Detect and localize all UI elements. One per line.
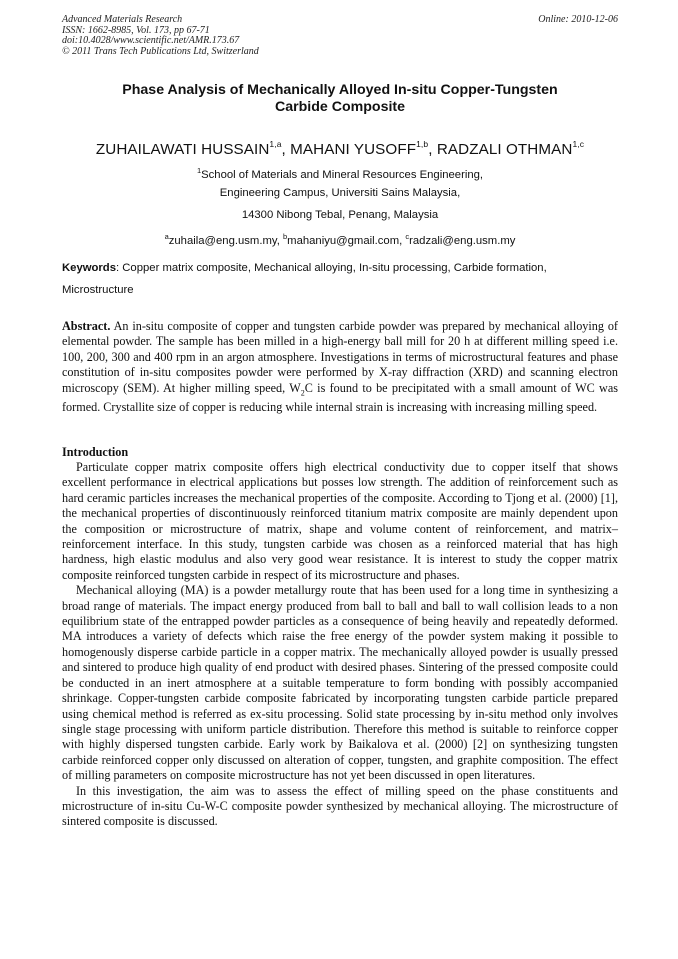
email-list [62,230,618,248]
email-mark: b [283,232,288,241]
author-name: ZUHAILAWATI HUSSAIN [95,141,270,159]
email-mark: c [405,232,410,241]
affiliation-text: School of Materials and Mineral Resources Engineering, [201,168,484,181]
journal-name: Advanced Materials Research [62,14,183,25]
paragraph: Particulate copper matrix composite offers high electrical conductivity due to copper itself that shows excellent performance in electrical applications but posses low strength. The addition of reinforcement such as hard ceramic particles increases the mechanical properties of the composite. According to Tjong et al. (2000) [1], the mechanical properties of discontinuously reinforced titanium matrix composite are mainly dependent upon the composition or microstructure of matrix, shape and volume content of reinforcement, and matrix–reinforcement interface. In this study, tungsten carbide was chosen as a reinforced material that has high hardness, high elastic modulus and also very good wear resistance. It is interest to study the copper matrix composite reinforced tungsten carbide in respect of its microstructure and phases. [62,460,618,582]
keywords [62,257,618,301]
author-affil-mark: 1,c [572,139,585,149]
email-mark: a [164,232,169,241]
affiliation-mark: 1 [196,166,202,175]
author-name: MAHANI YUSOFF [290,141,417,159]
introduction-body [62,460,618,830]
abstract-subscript: 2 [300,388,305,398]
abstract-label: Abstract. [62,319,111,333]
issn-line: ISSN: 1662-8985, Vol. 173, pp 67-71 [62,24,210,36]
doi-line: doi:10.4028/www.scientific.net/AMR.173.67 [62,35,240,46]
online-date: Online: 2010-12-06 [538,14,618,25]
copyright-line: © 2011 Trans Tech Publications Ltd, Switzerland [62,45,259,57]
title-line-1: Phase Analysis of Mechanically Alloyed In-situ Copper-Tungsten [122,82,558,98]
email-link[interactable]: zuhaila@eng.usm.my [168,234,277,247]
paragraph: In this investigation, the aim was to assess the effect of milling speed on the phase constituents and microstructure of in-situ Cu-W-C composite powder synthesized by mechanical alloying. The microstructure of sintered composite is discussed. [62,783,618,829]
keywords-label: Keywords [62,262,116,274]
paper-title [62,82,618,116]
email-separator: , [276,234,283,247]
introduction-heading: Introduction [62,445,129,459]
email-link[interactable]: mahaniyu@gmail.com [287,234,400,247]
affiliation-line-3: 14300 Nibong Tebal, Penang, Malaysia [241,209,439,221]
author-list [62,136,618,159]
author-affil-mark: 1,a [269,139,282,149]
journal-header [62,15,618,57]
email-separator: , [399,234,406,247]
keywords-text: : Copper matrix composite, Mechanical alloying, In-situ processing, Carbide formation, Microstructure [62,262,547,296]
abstract-text: An in-situ composite of copper and tungsten carbide powder was prepared by mechanical alloying of elemental powder. The sample has been milled in a high-energy ball mill for 20 h at different milling speed i.e. 100, 200, 300 and 400 rpm in an argon atmosphere. Investigations in terms of microstructural features and phase constitution of in-situ composites powder were performed by X-ray diffraction (XRD) and scanning electron microscopy (SEM). At higher milling speed, W [62,319,618,395]
affiliation-line-1 [62,164,618,182]
author-separator: , [428,141,437,159]
author-separator: , [281,141,291,159]
paragraph: Mechanical alloying (MA) is a powder metallurgy route that has been used for a long time in synthesizing a broad range of materials. The impact energy produced from ball to ball and ball to wall collision leads to a non equilibrium state of the entrapped powder particles as a consequence of being heavily and repeatedly deformed. MA introduces a variety of defects which raise the free energy of the powder system making it possible to homogenously disperse carbide particle in a copper matrix. The mechanically alloyed powder is usually pressed and sintered to produce high quality of end product with desired phases. Sintering of the pressed composite could be conducted in an inert atmosphere at a suitable temperature to form bonding with possibly accompanied shrinkage. Copper-tungsten carbide composite fabricated by incorporating tungsten carbide particle prepared using chemical method is referred as ex-situ processing. Solid state processing by in-situ method only involves single stage processing with uniform particle distribution. Therefore this method is suitable to reinforce copper with highly dispersed tungsten carbide. Early work by Baikalova et al. (2000) [2] on synthesizing tungsten carbide reinforced copper only discussed on alteration of copper, tungsten, and graphite composition. The effect of milling parameters on composite microstructure has not yet been discussed in open literatures. [62,583,618,783]
abstract-text-cont: C is found to be precipitated with a small amount of WC was formed. Crystallite size of copper is reducing while internal strain is increasing with increasing milling speed. [62,380,618,415]
author-name: RADZALI OTHMAN [436,141,573,159]
email-link[interactable]: radzali@eng.usm.my [409,234,516,247]
affiliation-line-2: Engineering Campus, Universiti Sains Malaysia, [219,187,461,199]
author-affil-mark: 1,b [416,139,429,149]
title-line-2: Carbide Composite [274,99,406,115]
abstract [62,319,618,416]
